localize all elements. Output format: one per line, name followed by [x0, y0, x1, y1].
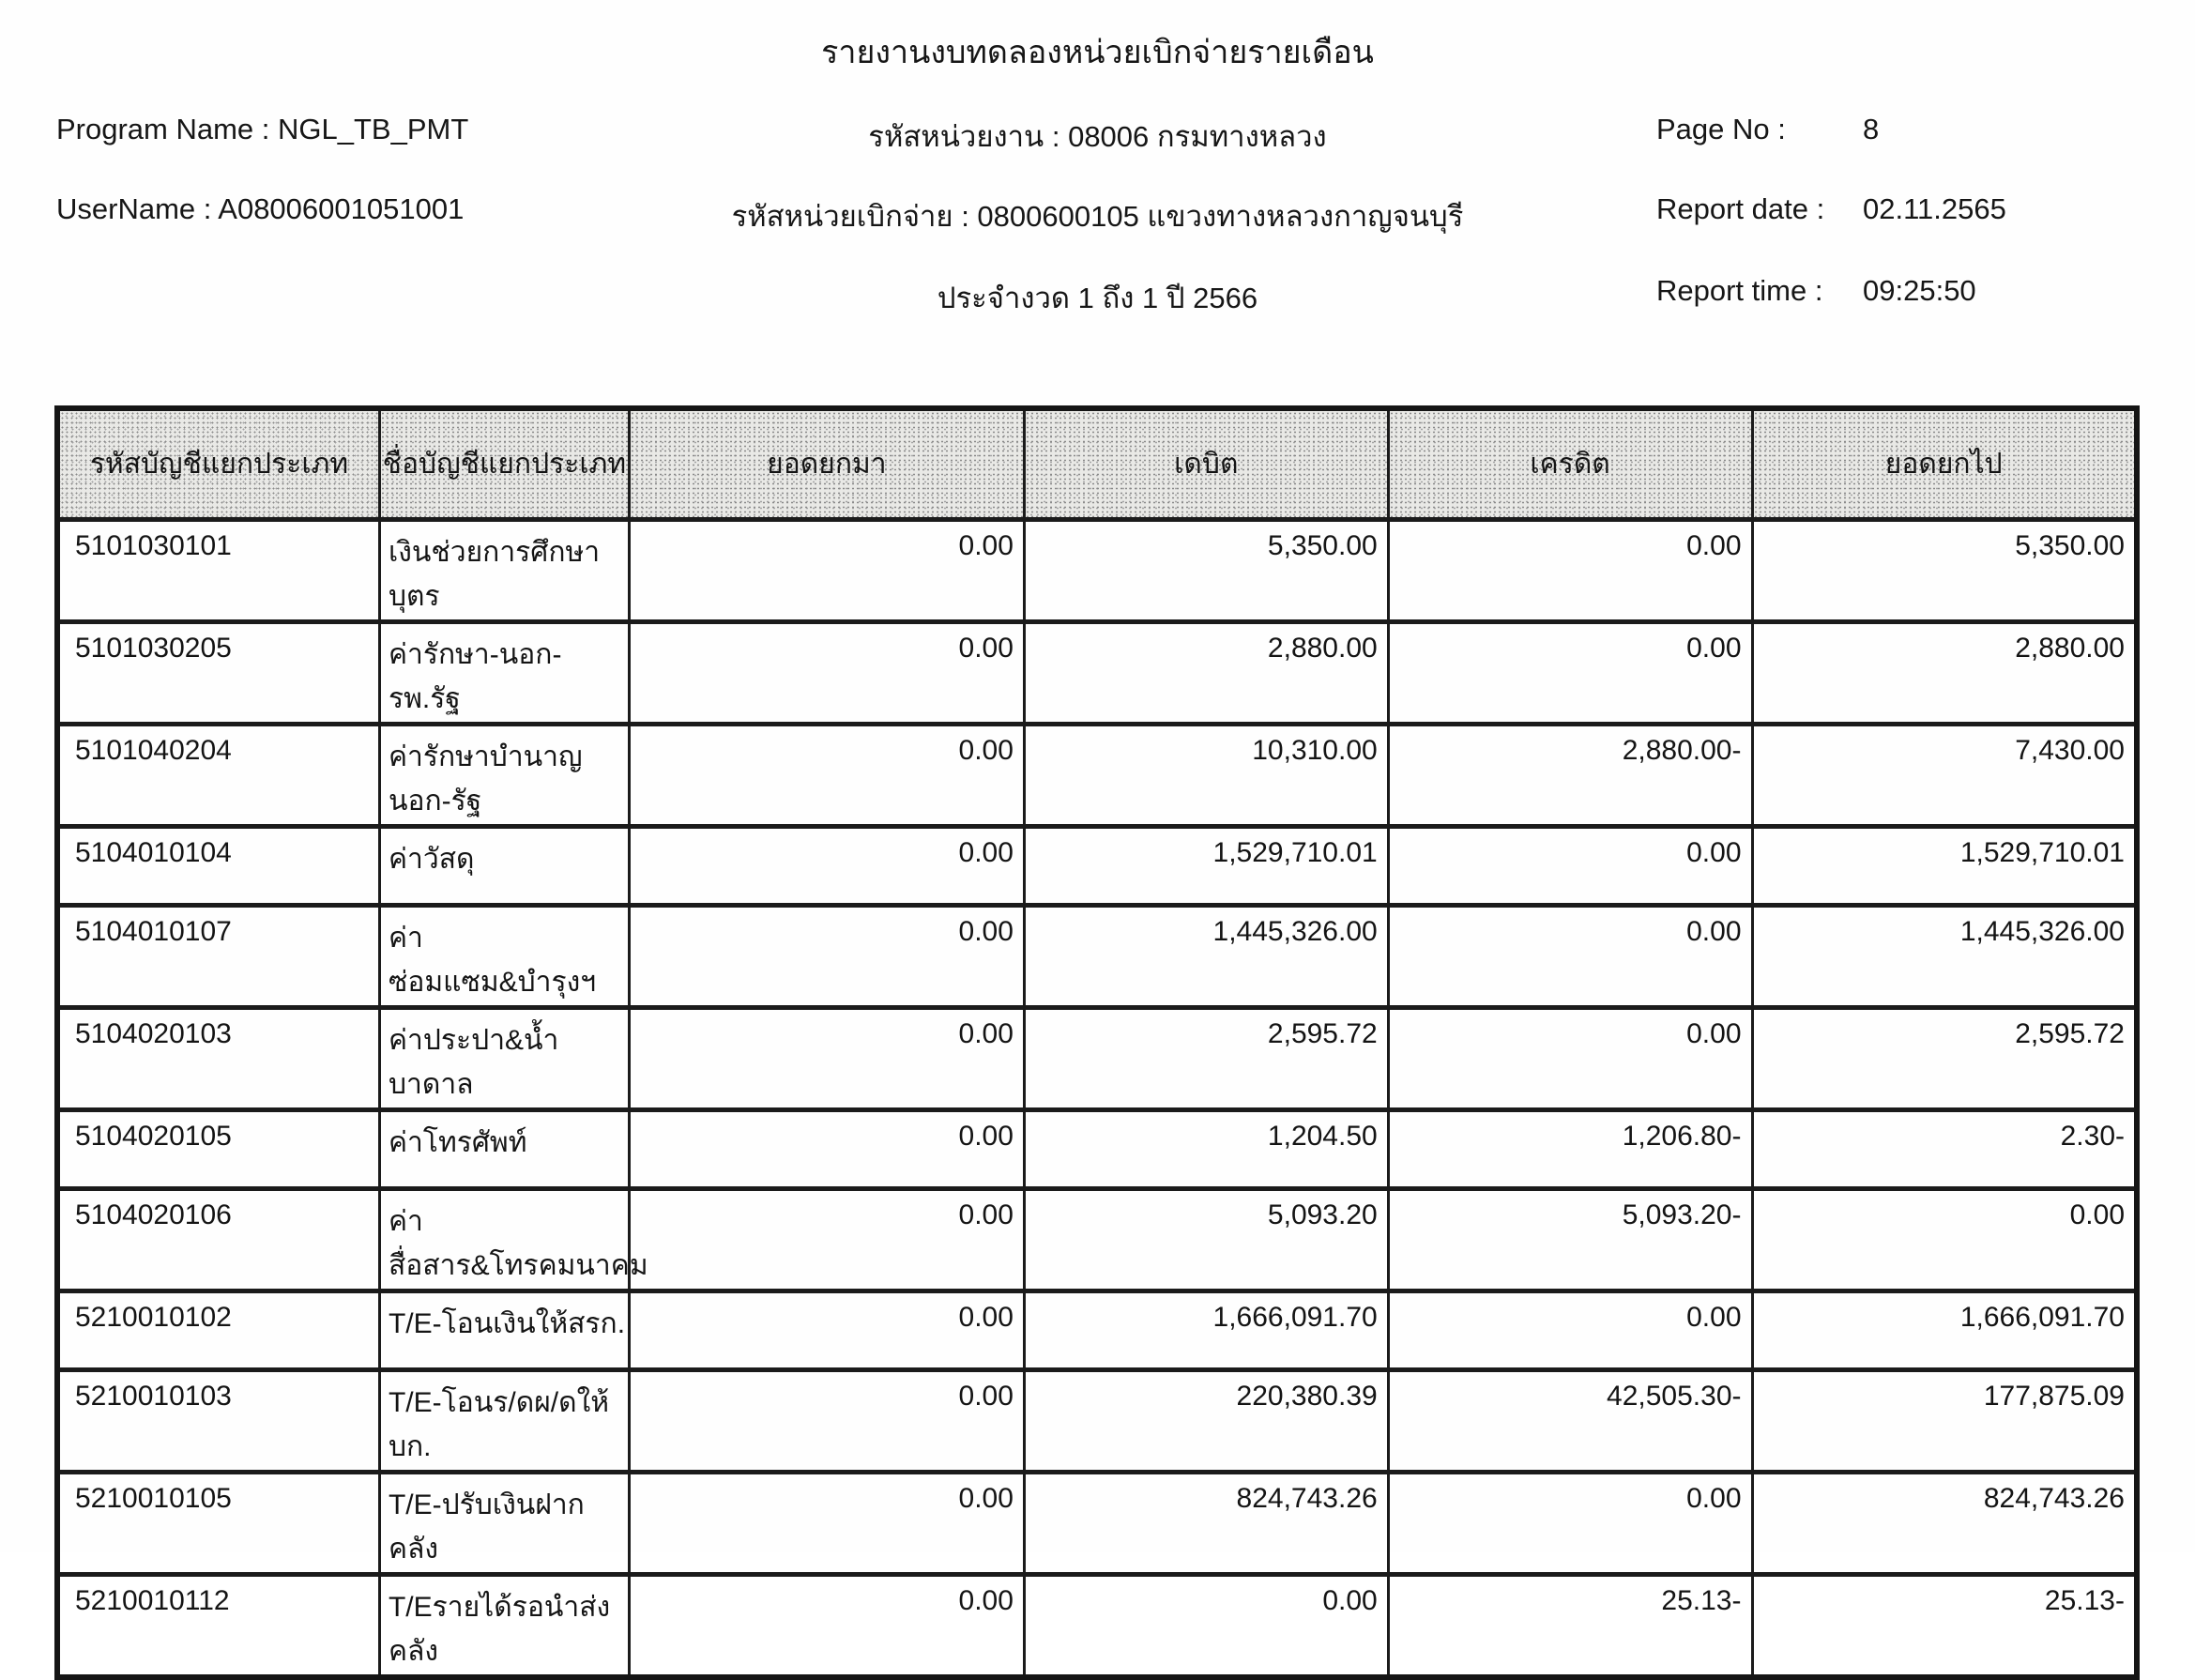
debit: 2,880.00 [1024, 621, 1388, 724]
trial-balance-table [54, 405, 2140, 1680]
account-code: 5101030101 [57, 519, 379, 621]
balance-brought-forward: 0.00 [629, 1109, 1024, 1188]
credit: 0.00 [1388, 1291, 1752, 1369]
table-row [57, 519, 2137, 621]
account-code: 5104020103 [57, 1007, 379, 1109]
table-row [57, 621, 2137, 724]
credit: 0.00 [1388, 826, 1752, 905]
table-row [57, 1007, 2137, 1109]
debit: 2,595.72 [1024, 1007, 1388, 1109]
credit: 25.13- [1388, 1574, 1752, 1677]
debit: 10,310.00 [1024, 724, 1388, 826]
report-date-label: Report date : [1656, 192, 1825, 225]
header-balance-carried-forward: ยอดยกไป [1752, 408, 2137, 519]
balance-brought-forward: 0.00 [629, 905, 1024, 1007]
period-line: ประจำงวด 1 ถึง 1 ปี 2566 [937, 282, 1258, 314]
debit: 0.00 [1024, 1574, 1388, 1677]
balance-carried-forward: 2.30- [1752, 1109, 2137, 1188]
balance-brought-forward: 0.00 [629, 1291, 1024, 1369]
user-name: UserName : A08006001051001 [56, 192, 465, 225]
table-row [57, 1472, 2137, 1574]
account-name: ค่าซ่อมแซม&บำรุงฯ [379, 905, 629, 1007]
program-name: Program Name : NGL_TB_PMT [56, 113, 469, 145]
balance-brought-forward: 0.00 [629, 1472, 1024, 1574]
table-header [57, 408, 2137, 519]
credit: 5,093.20- [1388, 1188, 1752, 1291]
credit: 0.00 [1388, 1007, 1752, 1109]
debit: 1,445,326.00 [1024, 905, 1388, 1007]
balance-brought-forward: 0.00 [629, 1574, 1024, 1677]
account-code: 5104010104 [57, 826, 379, 905]
debit: 220,380.39 [1024, 1369, 1388, 1472]
account-name: ค่ารักษาบำนาญนอก-รัฐ [379, 724, 629, 826]
balance-carried-forward: 5,350.00 [1752, 519, 2137, 621]
header-credit: เครดิต [1388, 408, 1752, 519]
debit: 1,204.50 [1024, 1109, 1388, 1188]
account-name: เงินช่วยการศึกษาบุตร [379, 519, 629, 621]
table-row [57, 1369, 2137, 1472]
table-row [57, 1291, 2137, 1369]
credit: 0.00 [1388, 905, 1752, 1007]
account-name: ค่าประปา&น้ำบาดาล [379, 1007, 629, 1109]
table-header-row [57, 408, 2137, 519]
header-account-name: ชื่อบัญชีแยกประเภท [379, 408, 629, 519]
account-name: ค่าโทรศัพท์ [379, 1109, 629, 1188]
table-row [57, 1109, 2137, 1188]
balance-brought-forward: 0.00 [629, 1369, 1024, 1472]
account-code: 5210010103 [57, 1369, 379, 1472]
balance-brought-forward: 0.00 [629, 519, 1024, 621]
report-date-value: 02.11.2565 [1863, 192, 2006, 225]
table-row [57, 1574, 2137, 1677]
table-row [57, 1188, 2137, 1291]
balance-carried-forward: 0.00 [1752, 1188, 2137, 1291]
credit: 1,206.80- [1388, 1109, 1752, 1188]
account-code: 5210010102 [57, 1291, 379, 1369]
balance-carried-forward: 824,743.26 [1752, 1472, 2137, 1574]
header-account-code: รหัสบัญชีแยกประเภท [57, 408, 379, 519]
report-time-value: 09:25:50 [1863, 274, 1976, 307]
balance-carried-forward: 1,445,326.00 [1752, 905, 2137, 1007]
balance-carried-forward: 25.13- [1752, 1574, 2137, 1677]
credit: 0.00 [1388, 1472, 1752, 1574]
credit: 42,505.30- [1388, 1369, 1752, 1472]
report-title: รายงานงบทดลองหน่วยเบิกจ่ายรายเดือน [821, 35, 1374, 70]
table-row [57, 826, 2137, 905]
balance-brought-forward: 0.00 [629, 1188, 1024, 1291]
balance-carried-forward: 177,875.09 [1752, 1369, 2137, 1472]
balance-brought-forward: 0.00 [629, 826, 1024, 905]
agency-line: รหัสหน่วยงาน : 08006 กรมทางหลวง [868, 120, 1327, 153]
account-code: 5210010112 [57, 1574, 379, 1677]
table-body [57, 519, 2137, 1677]
account-code: 5104020105 [57, 1109, 379, 1188]
balance-brought-forward: 0.00 [629, 1007, 1024, 1109]
credit: 0.00 [1388, 519, 1752, 621]
debit: 824,743.26 [1024, 1472, 1388, 1574]
account-name: ค่าสื่อสาร&โทรคมนาคม [379, 1188, 629, 1291]
account-name: T/Eรายได้รอนำส่งคลัง [379, 1574, 629, 1677]
table-row [57, 724, 2137, 826]
debit: 1,666,091.70 [1024, 1291, 1388, 1369]
account-name: T/E-โอนเงินให้สรก. [379, 1291, 629, 1369]
table-row [57, 905, 2137, 1007]
balance-brought-forward: 0.00 [629, 724, 1024, 826]
page-no-label: Page No : [1656, 113, 1786, 145]
account-code: 5104020106 [57, 1188, 379, 1291]
page-no-value: 8 [1863, 113, 1880, 145]
account-name: ค่ารักษา-นอก-รพ.รัฐ [379, 621, 629, 724]
debit: 5,093.20 [1024, 1188, 1388, 1291]
account-name: T/E-ปรับเงินฝากคลัง [379, 1472, 629, 1574]
balance-carried-forward: 1,529,710.01 [1752, 826, 2137, 905]
header-debit: เดบิต [1024, 408, 1388, 519]
credit: 2,880.00- [1388, 724, 1752, 826]
account-code: 5210010105 [57, 1472, 379, 1574]
debit: 1,529,710.01 [1024, 826, 1388, 905]
debit: 5,350.00 [1024, 519, 1388, 621]
account-code: 5101030205 [57, 621, 379, 724]
balance-brought-forward: 0.00 [629, 621, 1024, 724]
credit: 0.00 [1388, 621, 1752, 724]
balance-carried-forward: 1,666,091.70 [1752, 1291, 2137, 1369]
disbursement-unit-line: รหัสหน่วยเบิกจ่าย : 0800600105 แขวงทางหลวงกาญจนบุรี [731, 200, 1464, 233]
account-code: 5104010107 [57, 905, 379, 1007]
account-name: ค่าวัสดุ [379, 826, 629, 905]
account-name: T/E-โอนร/ดผ/ดให้บก. [379, 1369, 629, 1472]
account-code: 5101040204 [57, 724, 379, 826]
report-time-label: Report time : [1656, 274, 1823, 307]
balance-carried-forward: 2,880.00 [1752, 621, 2137, 724]
balance-carried-forward: 7,430.00 [1752, 724, 2137, 826]
header-balance-brought-forward: ยอดยกมา [629, 408, 1024, 519]
balance-carried-forward: 2,595.72 [1752, 1007, 2137, 1109]
